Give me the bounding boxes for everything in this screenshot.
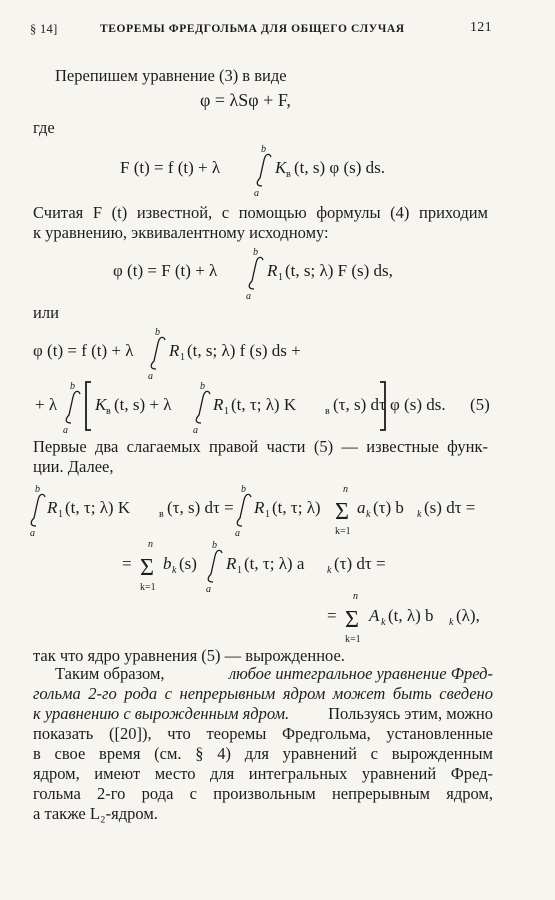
equation-text: (τ, s) dτ <box>333 395 386 414</box>
integral-sign <box>237 494 251 526</box>
subscript: k <box>366 509 371 520</box>
text-line: или <box>33 303 59 322</box>
equation-phi <box>200 90 291 111</box>
lower-limit: a <box>30 528 35 539</box>
equation-text: (t, λ) b <box>388 606 434 625</box>
equation-expansion-1 <box>30 478 503 540</box>
sum-upper: n <box>148 539 153 550</box>
sum-lower: k=1 <box>335 526 351 537</box>
subscript: в <box>286 169 291 180</box>
equation-text: + λ <box>35 395 58 414</box>
paragraph <box>33 437 488 477</box>
text-line: ции. Далее, <box>33 457 114 476</box>
equation-text: K <box>275 158 287 177</box>
integral-sign <box>257 154 271 186</box>
paragraph <box>33 203 488 243</box>
upper-limit: b <box>212 540 217 551</box>
sum-upper: n <box>353 591 358 602</box>
equation-text: φ (t) = f (t) + λ <box>33 341 134 360</box>
lower-limit: a <box>254 188 259 199</box>
text-line <box>33 664 493 684</box>
subscript: k <box>381 617 386 628</box>
upper-limit: b <box>70 381 75 392</box>
equation-text: (λ), <box>456 606 480 625</box>
equation-text: K <box>95 395 107 414</box>
subscript: в <box>325 406 330 417</box>
summation-sign: Σ <box>140 555 154 581</box>
text-line: гольма 2-го рода с произвольным непрерывным ядром, <box>33 784 493 803</box>
upper-limit: b <box>241 484 246 495</box>
lower-limit: a <box>246 291 251 302</box>
sum-upper: n <box>343 484 348 495</box>
equation-text: (s) dτ = <box>424 498 476 517</box>
equation-resolvent <box>113 240 433 302</box>
subscript: 1 <box>237 565 242 576</box>
lower-limit: a <box>193 425 198 436</box>
text-line: Перепишем уравнение (3) в виде <box>55 66 287 85</box>
equation-text: F (t) = f (t) + λ <box>120 158 221 177</box>
integral-sign <box>66 391 80 423</box>
equation-text: (s) <box>179 554 197 573</box>
text-run: Таким образом, <box>55 664 165 683</box>
equation-text: R <box>169 341 180 360</box>
equation-text: (t, τ; λ) K <box>65 498 131 517</box>
running-title: ТЕОРЕМЫ ФРЕДГОЛЬМА ДЛЯ ОБЩЕГО СЛУЧАЯ <box>100 23 405 35</box>
subscript: k <box>172 565 177 576</box>
equation-text: (t, s; λ) f (s) ds + <box>187 341 301 360</box>
subscript: k <box>417 509 422 520</box>
upper-limit: b <box>35 484 40 495</box>
equation-text: φ = λSφ + F, <box>200 90 291 110</box>
equation-text: R <box>226 554 237 573</box>
sum-lower: k=1 <box>345 634 361 645</box>
subscript: k <box>449 617 454 628</box>
integral-sign <box>151 337 165 369</box>
equation-text: (τ) dτ = <box>334 554 386 573</box>
page-number: 121 <box>470 20 492 35</box>
equation-number: (5) <box>470 395 490 414</box>
equation-text: R <box>254 498 265 517</box>
sum-lower: k=1 <box>140 582 156 593</box>
lower-limit: a <box>148 371 153 382</box>
subscript: 1 <box>180 352 185 363</box>
subscript: 1 <box>224 406 229 417</box>
equation-text: R <box>213 395 224 414</box>
text-line-italic: гольма 2-го рода с непрерывным ядром может быть сведено <box>33 684 493 703</box>
integral-sign <box>31 494 45 526</box>
text-line <box>33 704 493 724</box>
equation-F <box>120 138 420 198</box>
equation-5-line2 <box>33 374 503 438</box>
summation-sign: Σ <box>345 607 359 633</box>
text-line: в свое время (см. § 4) для уравнений с вырожденным <box>33 744 493 763</box>
equation-text: (t, s) + λ <box>114 395 172 414</box>
section-marker: § 14] <box>30 22 58 36</box>
equation-text: (t, s) φ (s) ds. <box>294 158 386 177</box>
upper-limit: b <box>200 381 205 392</box>
text-line: к уравнению, эквивалентному исходному: <box>33 223 329 242</box>
text-line: Первые два слагаемых правой части (5) — известные функ- <box>33 437 488 456</box>
text-line: показать ([20]), что теоремы Фредгольма, установленные <box>33 724 493 743</box>
equation-text: φ (s) ds. <box>390 395 446 414</box>
equation-text: = <box>122 554 132 573</box>
integral-sign <box>196 391 210 423</box>
equation-5-line1 <box>33 320 333 382</box>
equation-text: (τ, s) dτ = <box>167 498 234 517</box>
subscript: в <box>159 509 164 520</box>
equation-text: b <box>163 554 172 573</box>
paragraph <box>33 664 493 824</box>
subscript: k <box>327 565 332 576</box>
lower-limit: a <box>235 528 240 539</box>
text-run-italic: любое интегральное уравнение Фред- <box>228 664 493 683</box>
equation-text: φ (t) = F (t) + λ <box>113 261 218 280</box>
equation-text: (t, s; λ) F (s) ds, <box>285 261 393 280</box>
text-line: ядром, имеют место для интегральных уравнений Фред- <box>33 764 493 783</box>
equation-text: (t, τ; λ) K <box>231 395 297 414</box>
equation-text: R <box>47 498 58 517</box>
subscript: 1 <box>58 509 63 520</box>
equation-text: (τ) b <box>373 498 404 517</box>
equation-text: = <box>327 606 337 625</box>
equation-text: (t, τ; λ) a <box>244 554 305 573</box>
summation-sign: Σ <box>335 499 349 525</box>
text-line: а также L₂-ядром. <box>33 804 158 823</box>
equation-expansion-3 <box>325 585 505 647</box>
text-run-italic: к уравнению с вырожденным ядром. <box>33 704 290 723</box>
left-bracket <box>86 382 91 430</box>
text-line: где <box>33 118 55 137</box>
equation-text: R <box>267 261 278 280</box>
subscript: 1 <box>278 272 283 283</box>
subscript: в <box>106 406 111 417</box>
text-run: Пользуясь этим, можно <box>328 704 493 723</box>
text-line: так что ядро уравнения (5) — вырожденное. <box>33 646 345 665</box>
upper-limit: b <box>155 327 160 338</box>
upper-limit: b <box>261 144 266 155</box>
subscript: 1 <box>265 509 270 520</box>
equation-text: A <box>369 606 380 625</box>
lower-limit: a <box>63 425 68 436</box>
text-line: Считая F (t) известной, с помощью формулы (4) приходим <box>33 203 488 222</box>
lower-limit: a <box>206 584 211 595</box>
integral-sign <box>249 257 263 289</box>
equation-text: (t, τ; λ) <box>272 498 321 517</box>
integral-sign <box>208 550 222 582</box>
upper-limit: b <box>253 247 258 258</box>
equation-text: a <box>357 498 366 517</box>
